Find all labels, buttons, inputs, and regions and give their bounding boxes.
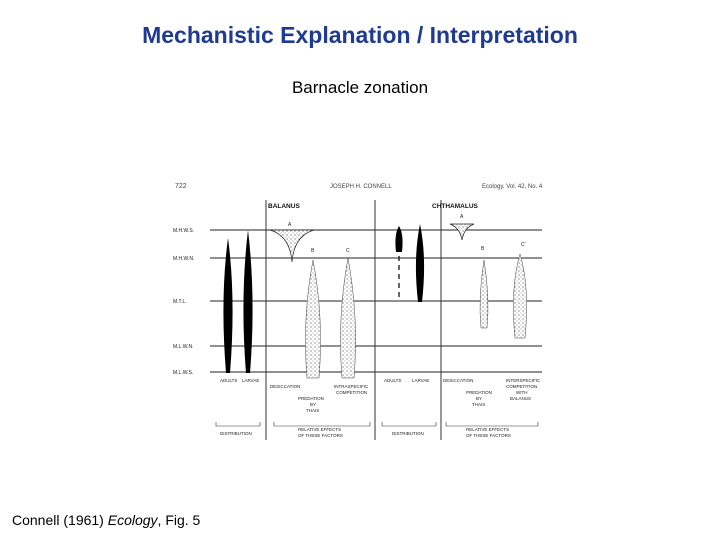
marker-b-balanus: B (311, 248, 315, 254)
chthamalus-desiccation-effect (450, 224, 474, 240)
label-thais-balanus: THAIS (306, 408, 320, 413)
label-factors-chthamalus: OF THESE FACTORS (466, 433, 511, 438)
chthamalus-predation-effect (480, 260, 488, 328)
chthamalus-competition-effect (513, 254, 526, 338)
barnacle-zonation-figure (170, 178, 550, 448)
label-factors-balanus: OF THESE FACTORS (298, 433, 343, 438)
bottom-brackets (216, 422, 538, 426)
label-predation-chthamalus: PREDATION (466, 390, 492, 395)
label-competition-balanus: COMPETITION (336, 390, 368, 395)
balanus-larvae-distribution (243, 230, 252, 373)
slide-subtitle: Barnacle zonation (291, 78, 429, 97)
label-balanus-competitor: BALANUS (510, 396, 532, 401)
marker-b-chthamalus: B (481, 246, 485, 252)
label-larvae-balanus: LARVAE (242, 378, 260, 383)
label-relative-chthamalus: RELATIVE EFFECTS (466, 427, 510, 432)
marker-a-balanus: A (288, 222, 292, 228)
label-predation-balanus: PREDATION (298, 396, 324, 401)
slide-title: Mechanistic Explanation / Interpretation (142, 22, 578, 48)
species-label-chthamalus: CHTHAMALUS (432, 203, 478, 210)
chthamalus-larvae-distribution (416, 224, 424, 302)
caption-journal: Ecology (107, 512, 158, 528)
balanus-competition-effect (340, 258, 355, 378)
label-desiccation-balanus: DESICCATION (270, 384, 301, 389)
figure-page-number: 722 (175, 183, 187, 190)
label-with: WITH (516, 390, 528, 395)
tide-level-lines (210, 230, 542, 372)
label-relative-balanus: RELATIVE EFFECTS (298, 427, 342, 432)
tide-label-mhwn: M.H.W.N. (173, 256, 195, 262)
balanus-desiccation-effect (270, 230, 314, 262)
marker-c-balanus: C (346, 248, 350, 254)
label-thais-chthamalus: THAIS (472, 402, 486, 407)
marker-c-prime-chthamalus: C' (521, 242, 526, 248)
label-distribution-balanus: DISTRIBUTION (220, 431, 252, 436)
label-by-chthamalus: BY (476, 396, 483, 401)
figure-caption (12, 512, 200, 528)
label-desiccation-chthamalus: DESICCATION (443, 378, 474, 383)
tide-label-mhws: M.H.W.S. (173, 228, 195, 234)
figure-journal-ref: Ecology, Vol. 42, No. 4 (482, 184, 543, 190)
label-adults-balanus: ADULTS (220, 378, 238, 383)
caption-author: Connell (1961) (12, 512, 108, 528)
tide-label-mtl: M.T.L. (173, 299, 187, 305)
balanus-predation-effect (305, 260, 320, 378)
figure-running-head: JOSEPH H. CONNELL (330, 184, 392, 190)
tide-label-mlwn: M.L.W.N. (173, 344, 194, 350)
label-larvae-chthamalus: LARVAE (412, 378, 430, 383)
species-label-balanus: BALANUS (268, 203, 300, 210)
label-interspecific: INTERSPECIFIC (506, 378, 541, 383)
label-adults-chthamalus: ADULTS (384, 378, 402, 383)
tide-label-mlws: M.L.W.S. (173, 370, 194, 376)
label-intraspecific: INTRASPECIFIC (334, 384, 369, 389)
label-competition-chthamalus: COMPETITION (506, 384, 538, 389)
marker-a-chthamalus: A (460, 214, 464, 220)
label-distribution-chthamalus: DISTRIBUTION (392, 431, 424, 436)
label-by-balanus: BY (310, 402, 317, 407)
caption-rest: , Fig. 5 (157, 512, 201, 528)
